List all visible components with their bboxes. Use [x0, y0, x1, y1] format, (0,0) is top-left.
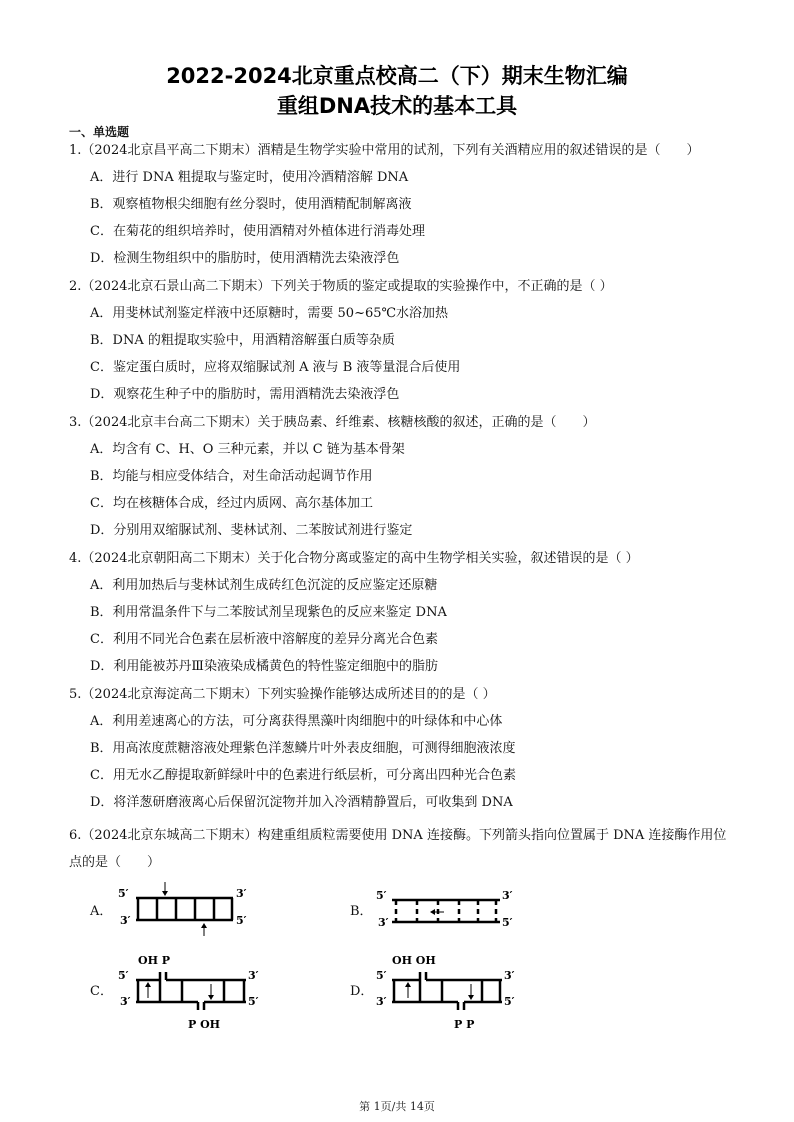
dna-diagram-a: [118, 880, 258, 940]
label-3prime: 3′: [236, 887, 247, 900]
question-1-option-c: C．在菊花的组织培养时，使用酒精对外植体进行消毒处理: [90, 224, 425, 239]
arrow-head-icon: [405, 982, 411, 987]
question-3-option-a: A．均含有 C、H、O 三种元素，并以 C 链为基本骨架: [90, 442, 405, 457]
page-title-line1: 2022-2024北京重点校高二（下）期末生物汇编: [166, 64, 628, 88]
question-2-option-d: D．观察花生种子中的脂肪时，需用酒精洗去染液浮色: [90, 387, 400, 402]
question-3-option-b: B．均能与相应受体结合，对生命活动起调节作用: [90, 469, 373, 484]
arrow-head-icon: [201, 923, 207, 928]
question-1-option-a: A．进行 DNA 粗提取与鉴定时，使用冷酒精溶解 DNA: [90, 170, 409, 185]
question-5-stem: 5.（2024北京海淀高二下期末）下列实验操作能够达成所述目的的是（ ）: [69, 687, 496, 702]
question-1-option-b: B．观察植物根尖细胞有丝分裂时，使用酒精配制解离液: [90, 197, 412, 212]
top-group-label: OH OH: [392, 954, 436, 967]
dna-diagram-d: [372, 950, 522, 1030]
figure-d-label: D．: [350, 984, 374, 999]
label-3prime: 3′: [120, 914, 131, 927]
question-2-option-c: C．鉴定蛋白质时，应将双缩脲试剂 A 液与 B 液等量混合后使用: [90, 360, 461, 375]
question-2-option-b: B．DNA 的粗提取实验中，用酒精溶解蛋白质等杂质: [90, 333, 395, 348]
label-5prime: 5′: [118, 887, 129, 900]
question-4-stem: 4.（2024北京朝阳高二下期末）关于化合物分离或鉴定的高中生物学相关实验，叙述错误的是（ ）: [69, 551, 639, 566]
arrow-head-icon: [145, 982, 151, 987]
figure-b-label: B．: [350, 904, 373, 919]
question-4-option-a: A．利用加热后与斐林试剂生成砖红色沉淀的反应鉴定还原糖: [90, 578, 438, 593]
question-4-option-d: D．利用能被苏丹Ⅲ染液染成橘黄色的特性鉴定细胞中的脂肪: [90, 659, 438, 674]
question-5-option-a: A．利用差速离心的方法，可分离获得黑藻叶肉细胞中的叶绿体和中心体: [90, 714, 503, 729]
dna-diagram-c: [118, 950, 268, 1030]
arrow-head-icon: [430, 909, 435, 915]
dna-diagram-b: [372, 882, 522, 942]
question-1-stem: 1.（2024北京昌平高二下期末）酒精是生物学实验中常用的试剂，下列有关酒精应用的叙述错误的是（ ）: [69, 143, 700, 158]
question-3-option-d: D．分别用双缩脲试剂、斐林试剂、二苯胺试剂进行鉴定: [90, 523, 413, 538]
arrow-head-icon: [468, 995, 474, 1000]
label-3prime: 3′: [502, 889, 513, 902]
question-3-option-c: C．均在核糖体合成，经过内质网、高尔基体加工: [90, 496, 373, 511]
label-5prime: 5′: [502, 916, 513, 929]
question-5-option-c: C．用无水乙醇提取新鲜绿叶中的色素进行纸层析，可分离出四种光合色素: [90, 768, 516, 783]
label-3prime: 3′: [378, 916, 389, 929]
arrow-head-icon: [162, 891, 168, 896]
label-3prime: 3′: [376, 995, 387, 1008]
top-group-label: OH P: [138, 954, 171, 967]
question-5-option-d: D．将洋葱研磨液离心后保留沉淀物并加入冷酒精静置后，可收集到 DNA: [90, 795, 513, 810]
label-3prime: 3′: [248, 969, 259, 982]
question-2-stem: 2.（2024北京石景山高二下期末）下列关于物质的鉴定或提取的实验操作中，不正确的是（ ）: [69, 279, 613, 294]
page-footer: 第 1页/共 14页: [359, 1100, 435, 1113]
label-3prime: 3′: [120, 995, 131, 1008]
arrow-head-icon: [208, 995, 214, 1000]
bottom-group-label: P OH: [188, 1018, 221, 1031]
bottom-group-label: P P: [454, 1018, 475, 1031]
label-5prime: 5′: [248, 995, 259, 1008]
question-3-stem: 3.（2024北京丰台高二下期末）关于胰岛素、纤维素、核糖核酸的叙述，正确的是（ ）: [69, 415, 596, 430]
figure-c-label: C．: [90, 984, 113, 999]
question-1-option-d: D．检测生物组织中的脂肪时，使用酒精洗去染液浮色: [90, 251, 400, 266]
label-3prime: 3′: [504, 969, 515, 982]
question-4-option-c: C．利用不同光合色素在层析液中溶解度的差异分离光合色素: [90, 632, 438, 647]
label-5prime: 5′: [236, 914, 247, 927]
question-6-stem: 6.（2024北京东城高二下期末）构建重组质粒需要使用 DNA 连接酶。下列箭头指向位置属于 DNA 连接酶作用位点的是（ ）: [69, 828, 727, 870]
question-5-option-b: B．用高浓度蔗糖溶液处理紫色洋葱鳞片叶外表皮细胞，可测得细胞液浓度: [90, 741, 516, 756]
label-5prime: 5′: [118, 969, 129, 982]
figure-a-label: A．: [90, 904, 113, 919]
question-4-option-b: B．利用常温条件下与二苯胺试剂呈现紫色的反应来鉴定 DNA: [90, 605, 447, 620]
section-heading: 一、单选题: [69, 125, 130, 139]
label-5prime: 5′: [376, 889, 387, 902]
label-5prime: 5′: [376, 969, 387, 982]
page-title-line2: 重组DNA技术的基本工具: [276, 94, 518, 118]
question-2-option-a: A．用斐林试剂鉴定样液中还原糖时，需要 50~65℃水浴加热: [90, 306, 449, 321]
label-5prime: 5′: [504, 995, 515, 1008]
